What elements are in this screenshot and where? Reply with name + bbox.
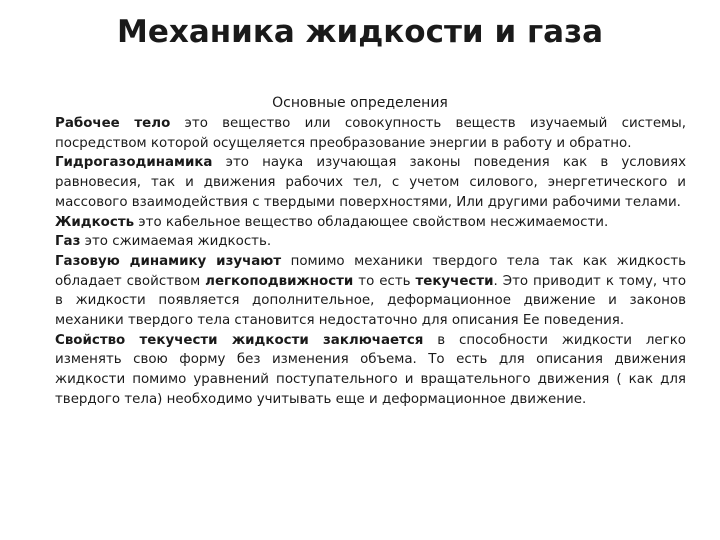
definition-text: это вещество или совокупность веществ изучаемый системы, посредством которой осущеляется преобразование энергии в работу и обратно. <box>55 116 686 151</box>
slide-subtitle: Основные определения <box>272 95 448 111</box>
definition-text: помимо механики твердого тела так как жидкость обладает свойством <box>55 253 687 289</box>
term: текучести <box>415 273 494 289</box>
definition-text: это наука изучающая законы поведения как в условиях равновесия, так и движения рабочих тел, с учетом силового, энергетического и массового взаимодействия с твердыми поверхностями, Или другими рабочими телами. <box>55 155 686 210</box>
paragraph-fluidity <box>55 331 686 410</box>
definition-text: это сжимаемая жидкость. <box>80 234 272 250</box>
definition-text: то есть <box>353 273 416 289</box>
paragraph-gas <box>55 232 686 252</box>
term: Жидкость <box>55 214 135 230</box>
term: легкоподвижности <box>205 273 354 289</box>
paragraph-hydrogasdynamics <box>55 153 686 212</box>
definitions-text <box>55 114 686 410</box>
definition-text: . Это приводит к тому, что в жидкости появляется дополнительное, деформационное движение и законов механики твердого тела становится недостаточно для описания Ее поведения. <box>55 273 687 329</box>
definition-text: это кабельное вещество обладающее свойством несжимаемости. <box>134 214 609 230</box>
term: Рабочее тело <box>55 116 171 131</box>
definition-text: в способности жидкости легко изменять свою форму без изменения объема. То есть для описания движения жидкости помимо уравнений поступательного и вращательного движения ( как для твердого тела) необходимо учитывать еще и деформационное движение. <box>55 332 686 407</box>
term: Газовую динамику изучают <box>55 253 282 269</box>
paragraph-gas-dynamics <box>55 252 686 331</box>
paragraph-liquid <box>55 213 686 233</box>
paragraph-working-body <box>55 114 686 153</box>
slide-title: Механика жидкости и газа <box>116 14 604 50</box>
term: Свойство текучести жидкости заключается <box>55 332 424 348</box>
term: Газ <box>55 234 81 250</box>
term: Гидрогазодинамика <box>55 155 213 171</box>
